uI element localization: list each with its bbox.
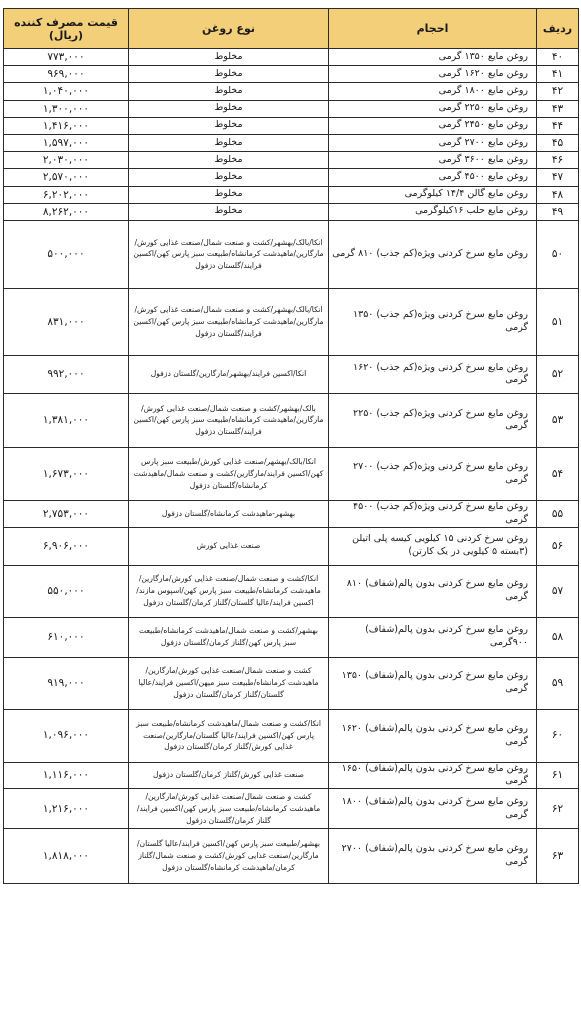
price-cell: ۱,۵۹۷,۰۰۰ <box>4 134 129 151</box>
price-cell: ۵۰۰,۰۰۰ <box>4 220 129 288</box>
table-header <box>4 9 579 49</box>
volume-cell: روغن مایع حلب ۱۶کیلوگرمی <box>329 203 537 220</box>
row-number-cell: ۴۶ <box>537 152 579 169</box>
price-cell: ۱,۳۸۱,۰۰۰ <box>4 393 129 447</box>
row-number-cell: ۴۴ <box>537 117 579 134</box>
header-oil-type: نوع روغن <box>129 9 329 49</box>
oil-type-cell: مخلوط <box>129 186 329 203</box>
price-cell: ۱,۰۹۶,۰۰۰ <box>4 709 129 762</box>
volume-cell: روغن مایع سرخ کردنی ویژه(کم جذب) ۴۵۰۰ گرمی <box>329 500 537 527</box>
row-number-cell: ۵۰ <box>537 220 579 288</box>
price-cell: ۱,۸۱۸,۰۰۰ <box>4 829 129 884</box>
oil-type-cell: مخلوط <box>129 169 329 186</box>
table-row <box>4 500 579 527</box>
price-cell: ۲,۰۳۰,۰۰۰ <box>4 152 129 169</box>
row-number-cell: ۶۳ <box>537 829 579 884</box>
table-row <box>4 186 579 203</box>
volume-cell: روغن مایع ۲۷۰۰ گرمی <box>329 134 537 151</box>
row-number-cell: ۴۱ <box>537 66 579 83</box>
price-cell: ۱,۴۱۶,۰۰۰ <box>4 117 129 134</box>
table-row <box>4 829 579 884</box>
table-row <box>4 100 579 117</box>
table-row <box>4 447 579 500</box>
row-number-cell: ۴۵ <box>537 134 579 151</box>
table-row <box>4 657 579 709</box>
table-row <box>4 565 579 617</box>
price-cell: ۱,۲۱۶,۰۰۰ <box>4 789 129 829</box>
price-cell: ۸۳۱,۰۰۰ <box>4 288 129 355</box>
table-row <box>4 355 579 393</box>
oil-type-cell: بهشهر/طبیعت سبز پارس کهن/اکسین فرایند/عالیا گلستان/مارگارین/صنعت غذایی کورش/کشت و صنعت شمال/گلناز کرمان/ماهیدشت کرمانشاه/گلستان دزفول <box>129 829 329 884</box>
oil-type-cell: انکا/کشت و صنعت شمال/صنعت غذایی کورش/مارگارین/ماهیدشت کرمانشاه/طبیعت سبز پارس کهن/اسپوس مازند/اکسین فرایند/عالیا گلستان/گلناز کرمان/گلستان دزفول <box>129 565 329 617</box>
row-number-cell: ۵۸ <box>537 617 579 657</box>
volume-cell: روغن سرخ کردنی ۱۵ کیلویی کیسه پلی اتیلن (۳بسته ۵ کیلویی در یک کارتن) <box>329 527 537 565</box>
oil-type-cell: مخلوط <box>129 203 329 220</box>
row-number-cell: ۶۰ <box>537 709 579 762</box>
price-cell: ۹۹۲,۰۰۰ <box>4 355 129 393</box>
volume-cell: روغن مایع سرخ کردنی بدون پالم(شفاف) ۲۷۰۰ گرمی <box>329 829 537 884</box>
table-row <box>4 617 579 657</box>
price-cell: ۲,۵۷۰,۰۰۰ <box>4 169 129 186</box>
row-number-cell: ۴۳ <box>537 100 579 117</box>
row-number-cell: ۵۴ <box>537 447 579 500</box>
price-cell: ۱,۶۷۳,۰۰۰ <box>4 447 129 500</box>
oil-type-cell: انکا/بالک/بهشهر/صنعت غذایی کورش/طبیعت سبز پارس کهن/اکسین فرایند/مارگارین/کشت و صنعت شمال/ماهیدشت کرمانشاه/گلستان دزفول <box>129 447 329 500</box>
volume-cell: روغن مایع ۱۳۵۰ گرمی <box>329 49 537 66</box>
table-row <box>4 49 579 66</box>
oil-type-cell: مخلوط <box>129 117 329 134</box>
table-row <box>4 203 579 220</box>
header-price: قیمت مصرف کننده (ریال) <box>4 9 129 49</box>
row-number-cell: ۵۶ <box>537 527 579 565</box>
row-number-cell: ۵۳ <box>537 393 579 447</box>
table-body <box>4 49 579 884</box>
volume-cell: روغن مایع سرخ کردنی ویژه(کم جذب) ۲۷۰۰ گرمی <box>329 447 537 500</box>
oil-type-cell: صنعت غذایی کورش/گلناز کرمان/گلستان دزفول <box>129 762 329 789</box>
table-row <box>4 709 579 762</box>
table-row <box>4 762 579 789</box>
price-cell: ۸,۲۶۲,۰۰۰ <box>4 203 129 220</box>
volume-cell: روغن مایع ۱۸۰۰ گرمی <box>329 83 537 100</box>
oil-type-cell: مخلوط <box>129 49 329 66</box>
price-cell: ۶۱۰,۰۰۰ <box>4 617 129 657</box>
price-cell: ۶,۹۰۶,۰۰۰ <box>4 527 129 565</box>
volume-cell: روغن مایع ۳۶۰۰ گرمی <box>329 152 537 169</box>
table-row <box>4 134 579 151</box>
row-number-cell: ۵۹ <box>537 657 579 709</box>
header-volume: احجام <box>329 9 537 49</box>
row-number-cell: ۵۲ <box>537 355 579 393</box>
oil-type-cell: صنعت غذایی کورش <box>129 527 329 565</box>
price-cell: ۷۷۳,۰۰۰ <box>4 49 129 66</box>
row-number-cell: ۴۷ <box>537 169 579 186</box>
table-row <box>4 169 579 186</box>
price-cell: ۱,۱۱۶,۰۰۰ <box>4 762 129 789</box>
price-cell: ۲,۷۵۳,۰۰۰ <box>4 500 129 527</box>
row-number-cell: ۴۰ <box>537 49 579 66</box>
row-number-cell: ۵۵ <box>537 500 579 527</box>
price-cell: ۱,۰۴۰,۰۰۰ <box>4 83 129 100</box>
row-number-cell: ۵۱ <box>537 288 579 355</box>
price-cell: ۱,۳۰۰,۰۰۰ <box>4 100 129 117</box>
volume-cell: روغن مایع سرخ کردنی ویژه(کم جذب) ۱۳۵۰ گرمی <box>329 288 537 355</box>
row-number-cell: ۴۲ <box>537 83 579 100</box>
table-row <box>4 527 579 565</box>
oil-type-cell: انکا/کشت و صنعت شمال/ماهیدشت کرمانشاه/طبیعت سبز پارس کهن/اکسین فرایند/عالیا گلستان/مارگارین/صنعت غذایی کورش/گلناز کرمان/گلستان دزفول <box>129 709 329 762</box>
header-row-number: ردیف <box>537 9 579 49</box>
price-cell: ۶,۲۰۲,۰۰۰ <box>4 186 129 203</box>
volume-cell: روغن مایع سرخ کردنی بدون پالم(شفاف) ۸۱۰ گرمی <box>329 565 537 617</box>
oil-type-cell: مخلوط <box>129 152 329 169</box>
oil-type-cell: مخلوط <box>129 83 329 100</box>
volume-cell: روغن مایع سرخ کردنی بدون پالم(شفاف) ۱۶۵۰ گرمی <box>329 762 537 789</box>
row-number-cell: ۶۲ <box>537 789 579 829</box>
volume-cell: روغن مایع ۲۴۵۰ گرمی <box>329 117 537 134</box>
oil-type-cell: بالک/بهشهر/کشت و صنعت شمال/صنعت غذایی کورش/مارگارین/ماهیدشت کرمانشاه/طبیعت سبز پارس کهن/اکسین فرایند/گلستان دزفول <box>129 393 329 447</box>
row-number-cell: ۴۸ <box>537 186 579 203</box>
oil-type-cell: کشت و صنعت شمال/صنعت غذایی کورش/مارگارین/ماهیدشت کرمانشاه/طبیعت سبز پارس کهن/اکسین فرایند/گلناز کرمان/گلستان دزفول <box>129 789 329 829</box>
table-row <box>4 152 579 169</box>
volume-cell: روغن مایع سرخ کردنی بدون پالم(شفاف) ۱۳۵۰ گرمی <box>329 657 537 709</box>
row-number-cell: ۵۷ <box>537 565 579 617</box>
oil-type-cell: انکا/بالک/بهشهر/کشت و صنعت شمال/صنعت غذایی کورش/مارگارین/ماهیدشت کرمانشاه/طبیعت سبز پارس کهن/اکسین فرایند/گلستان دزفول <box>129 220 329 288</box>
price-cell: ۵۵۰,۰۰۰ <box>4 565 129 617</box>
table-row <box>4 288 579 355</box>
table-row <box>4 393 579 447</box>
oil-type-cell: مخلوط <box>129 100 329 117</box>
volume-cell: روغن مایع سرخ کردنی بدون پالم(شفاف) ۱۶۲۰ گرمی <box>329 709 537 762</box>
price-cell: ۹۶۹,۰۰۰ <box>4 66 129 83</box>
volume-cell: روغن مایع سرخ کردنی ویژه(کم جذب) ۱۶۲۰ گرمی <box>329 355 537 393</box>
row-number-cell: ۶۱ <box>537 762 579 789</box>
oil-type-cell: بهشهر/کشت و صنعت شمال/ماهیدشت کرمانشاه/طبیعت سبز پارس کهن/گلناز کرمان/گلستان دزفول <box>129 617 329 657</box>
oil-type-cell: انکا/اکسین فرایند/بهشهر/مارگارین/گلستان دزفول <box>129 355 329 393</box>
table-row <box>4 220 579 288</box>
oil-type-cell: کشت و صنعت شمال/صنعت غذایی کورش/مارگارین/ماهیدشت کرمانشاه/طبیعت سبز میهن/اکسین فرایند/عالیا گلستان/گلناز کرمان/گلستان دزفول <box>129 657 329 709</box>
oil-type-cell: انکا/بالک/بهشهر/کشت و صنعت شمال/صنعت غذایی کورش/مارگارین/ماهیدشت کرمانشاه/طبیعت سبز پارس کهن/اکسین فرایند/گلستان دزفول <box>129 288 329 355</box>
volume-cell: روغن مایع سرخ کردنی ویژه(کم جذب) ۸۱۰ گرمی <box>329 220 537 288</box>
price-cell: ۹۱۹,۰۰۰ <box>4 657 129 709</box>
oil-type-cell: مخلوط <box>129 134 329 151</box>
volume-cell: روغن مایع ۴۵۰۰ گرمی <box>329 169 537 186</box>
oil-type-cell: بهشهر-ماهیدشت کرمانشاه/گلستان دزفول <box>129 500 329 527</box>
table-row <box>4 66 579 83</box>
volume-cell: روغن مایع ۱۶۲۰ گرمی <box>329 66 537 83</box>
volume-cell: روغن مایع سرخ کردنی بدون پالم(شفاف) ۱۸۰۰ گرمی <box>329 789 537 829</box>
volume-cell: روغن مایع سرخ کردنی ویژه(کم جذب) ۲۲۵۰ گرمی <box>329 393 537 447</box>
table-row <box>4 83 579 100</box>
table-row <box>4 789 579 829</box>
oil-type-cell: مخلوط <box>129 66 329 83</box>
volume-cell: روغن مایع سرخ کردنی بدون پالم(شفاف) ۹۰۰گرمی <box>329 617 537 657</box>
volume-cell: روغن مایع گالن ۱۴/۴ کیلوگرمی <box>329 186 537 203</box>
header-row <box>4 9 579 49</box>
row-number-cell: ۴۹ <box>537 203 579 220</box>
table-row <box>4 117 579 134</box>
volume-cell: روغن مایع ۲۲۵۰ گرمی <box>329 100 537 117</box>
price-table <box>3 8 579 884</box>
